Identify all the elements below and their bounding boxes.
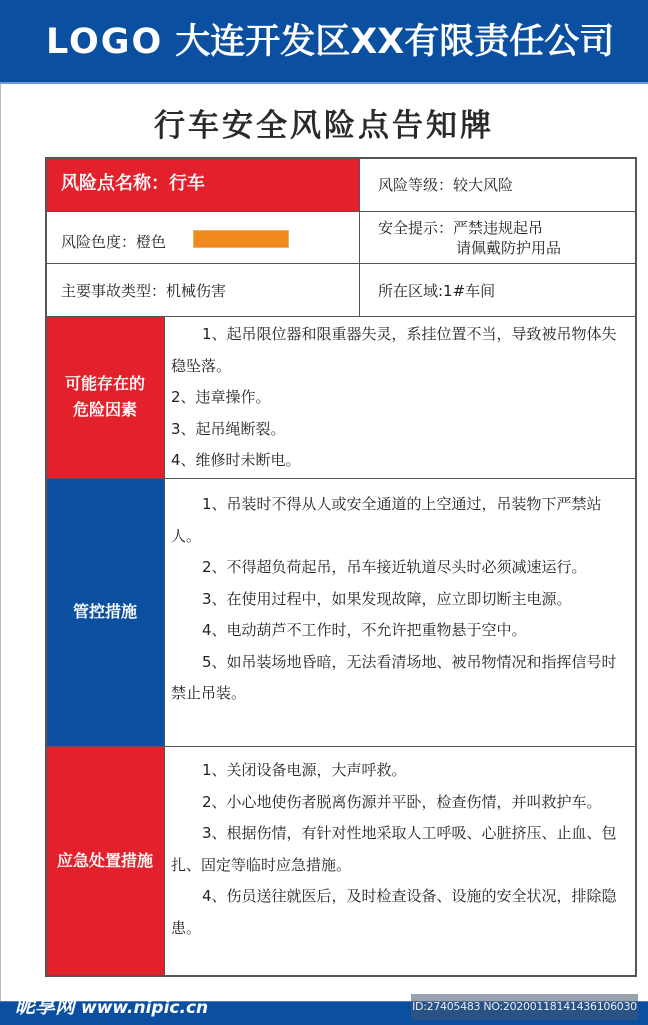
orange-color-swatch: [193, 230, 289, 248]
company-header-banner: [0, 0, 648, 84]
safety-tip-line2: 请佩戴防护用品: [456, 239, 562, 257]
controls-label: 管控措施: [72, 602, 137, 621]
risk-point-name: 风险点名称：行车: [61, 173, 205, 194]
hazards-list: [171, 319, 623, 477]
watermark-brand-name: 昵享网: [15, 994, 75, 1018]
emergency-label: 应急处置措施: [56, 851, 153, 870]
emergency-label-cell: [47, 747, 165, 975]
list-item: 2、小心地使伤者脱离伤源并平卧，检查伤情，并叫救护车。: [202, 792, 602, 811]
watermark-url: www.nipic.cn: [81, 998, 209, 1018]
accident-type-cell: [47, 264, 360, 317]
safety-tip-cell: [360, 212, 635, 264]
list-item: 4、电动葫芦不工作时，不允许把重物悬于空中。: [202, 621, 527, 639]
list-item: 2、违章操作。: [171, 388, 271, 406]
list-item: 1、起吊限位器和限重器失灵，系挂位置不当，导致被吊物体失稳坠落。: [171, 325, 617, 375]
risk-info-table: [45, 157, 637, 977]
watermark-brand: [15, 990, 208, 1024]
list-item: 4、维修时未断电。: [171, 451, 301, 469]
risk-level: 风险等级：较大风险: [378, 176, 514, 194]
controls-list: [171, 489, 623, 710]
hazards-label-line2: 危险因素: [72, 400, 137, 419]
area-cell: [360, 264, 635, 317]
hazards-label-line1: 可能存在的: [64, 374, 145, 393]
list-item: 4、伤员送往就医后，及时检查设备、设施的安全状况，排除隐患。: [171, 887, 617, 937]
accident-type: 主要事故类型：机械伤害: [61, 282, 227, 300]
sign-title: 行车安全风险点告知牌: [154, 108, 494, 144]
safety-tip-line1: 安全提示：严禁违规起吊: [378, 219, 544, 237]
page-border: [0, 84, 1, 1024]
list-item: 3、根据伤情，有针对性地采取人工呼吸、心脏挤压、止血、包扎、固定等临时应急措施。: [171, 824, 617, 874]
list-item: 3、在使用过程中，如果发现故障，应立即切断主电源。: [202, 589, 572, 608]
watermark-id: ID:27405483 NO:20200118141436106030: [411, 994, 638, 1020]
risk-level-cell: [360, 159, 635, 212]
logo-placeholder: LOGO: [46, 22, 164, 62]
area: 所在区域:1#车间: [378, 282, 496, 300]
hazards-label-cell: [47, 317, 165, 479]
emergency-list: [171, 755, 623, 944]
hazards-label: [47, 317, 163, 477]
controls-label-cell: [47, 479, 165, 747]
risk-color-cell: [47, 212, 360, 264]
list-item: 3、起吊绳断裂。: [171, 419, 286, 438]
company-name: 大连开发区XX有限责任公司: [175, 22, 615, 62]
list-item: 2、不得超负荷起吊，吊车接近轨道尽头时必须减速运行。: [202, 558, 587, 576]
company-title: [46, 18, 646, 66]
list-item: 5、如吊装场地昏暗，无法看清场地、被吊物情况和指挥信号时禁止吊装。: [171, 652, 617, 702]
list-item: 1、吊装时不得从人或安全通道的上空通过，吊装物下严禁站人。: [171, 495, 602, 545]
list-item: 1、关闭设备电源，大声呼救。: [202, 761, 407, 779]
risk-color-label: 风险色度：橙色: [61, 233, 167, 251]
risk-point-name-cell: [47, 159, 360, 212]
